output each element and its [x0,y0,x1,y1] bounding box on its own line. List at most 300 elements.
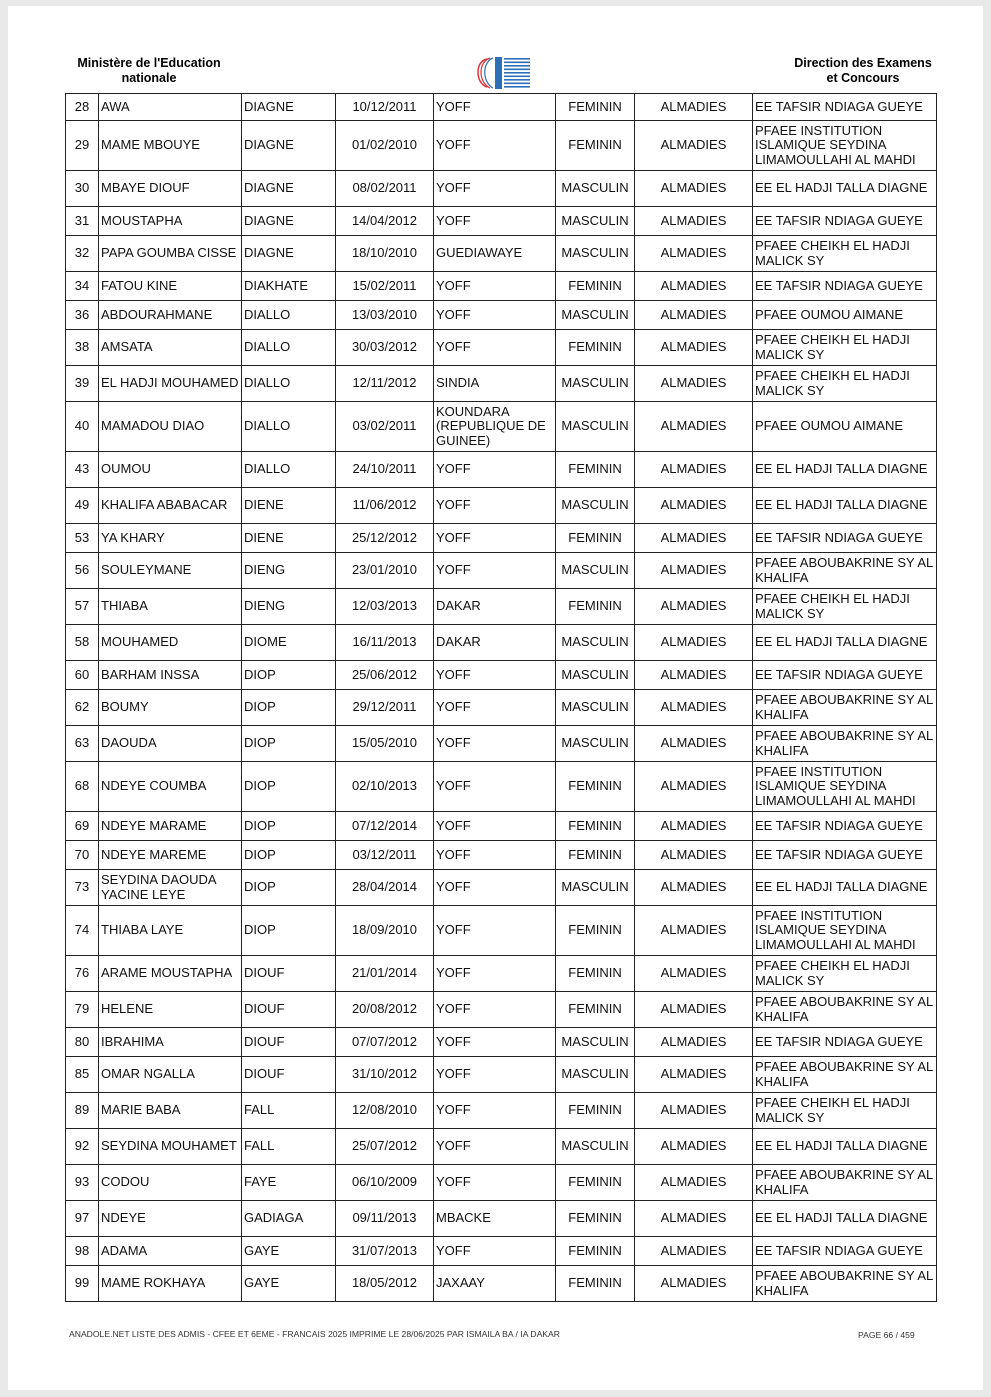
first-name-cell: DAOUDA [99,726,242,762]
row-number-cell: 53 [66,524,99,553]
school-cell: EE TAFSIR NDIAGA GUEYE [753,94,937,121]
birth-place-cell: YOFF [434,94,556,121]
footer-print-info: ANADOLE.NET LISTE DES ADMIS - CFEE ET 6EME - FRANCAIS 2025 IMPRIME LE 28/06/2025 PAR ISMAILA BA / IA DAKAR [69,1329,560,1339]
exam-center-cell: ALMADIES [635,272,753,301]
row-number-cell: 93 [66,1165,99,1201]
row-number-cell: 31 [66,207,99,236]
exam-center-cell: ALMADIES [635,366,753,402]
sex-cell: FEMININ [556,330,635,366]
table-row [66,589,937,625]
birth-place-cell: YOFF [434,870,556,906]
school-cell: EE EL HADJI TALLA DIAGNE [753,1201,937,1237]
direction-line-2: et Concours [826,71,900,85]
table-row [66,1129,937,1165]
birth-date-cell: 02/10/2013 [336,762,434,812]
birth-date-cell: 06/10/2009 [336,1165,434,1201]
first-name-cell: HELENE [99,992,242,1028]
first-name-cell: BOUMY [99,690,242,726]
first-name-cell: THIABA [99,589,242,625]
table-row [66,301,937,330]
birth-date-cell: 25/06/2012 [336,661,434,690]
first-name-cell: FATOU KINE [99,272,242,301]
last-name-cell: GADIAGA [242,1201,336,1237]
results-table [65,93,937,1302]
birth-date-cell: 11/06/2012 [336,488,434,524]
last-name-cell: DIAKHATE [242,272,336,301]
last-name-cell: GAYE [242,1266,336,1302]
school-cell: EE TAFSIR NDIAGA GUEYE [753,841,937,870]
birth-place-cell: DAKAR [434,589,556,625]
birth-date-cell: 21/01/2014 [336,956,434,992]
birth-place-cell: YOFF [434,1093,556,1129]
last-name-cell: DIENG [242,553,336,589]
school-cell: PFAEE CHEIKH EL HADJI MALICK SY [753,589,937,625]
exam-center-cell: ALMADIES [635,1165,753,1201]
birth-date-cell: 20/08/2012 [336,992,434,1028]
school-cell: PFAEE CHEIKH EL HADJI MALICK SY [753,236,937,272]
birth-place-cell: YOFF [434,1237,556,1266]
last-name-cell: DIAGNE [242,121,336,171]
row-number-cell: 89 [66,1093,99,1129]
first-name-cell: NDEYE MAREME [99,841,242,870]
ministry-header [64,56,234,86]
first-name-cell: ABDOURAHMANE [99,301,242,330]
birth-date-cell: 07/07/2012 [336,1028,434,1057]
row-number-cell: 85 [66,1057,99,1093]
first-name-cell: PAPA GOUMBA CISSE [99,236,242,272]
exam-center-cell: ALMADIES [635,524,753,553]
last-name-cell: DIALLO [242,330,336,366]
birth-place-cell: YOFF [434,812,556,841]
birth-place-cell: YOFF [434,1028,556,1057]
birth-date-cell: 18/09/2010 [336,906,434,956]
birth-date-cell: 12/08/2010 [336,1093,434,1129]
exam-center-cell: ALMADIES [635,1237,753,1266]
row-number-cell: 76 [66,956,99,992]
birth-date-cell: 30/03/2012 [336,330,434,366]
birth-date-cell: 28/04/2014 [336,870,434,906]
birth-date-cell: 08/02/2011 [336,171,434,207]
birth-place-cell: YOFF [434,272,556,301]
school-cell: EE TAFSIR NDIAGA GUEYE [753,524,937,553]
first-name-cell: ARAME MOUSTAPHA [99,956,242,992]
first-name-cell: EL HADJI MOUHAMED [99,366,242,402]
sex-cell: FEMININ [556,762,635,812]
exam-center-cell: ALMADIES [635,301,753,330]
table-row [66,956,937,992]
sex-cell: MASCULIN [556,301,635,330]
birth-date-cell: 25/07/2012 [336,1129,434,1165]
last-name-cell: DIOME [242,625,336,661]
exam-center-cell: ALMADIES [635,452,753,488]
table-row [66,524,937,553]
last-name-cell: DIOP [242,870,336,906]
last-name-cell: DIALLO [242,366,336,402]
table-row [66,207,937,236]
birth-date-cell: 31/10/2012 [336,1057,434,1093]
first-name-cell: ADAMA [99,1237,242,1266]
sex-cell: MASCULIN [556,236,635,272]
table-row [66,1201,937,1237]
row-number-cell: 69 [66,812,99,841]
sex-cell: MASCULIN [556,690,635,726]
exam-center-cell: ALMADIES [635,870,753,906]
birth-place-cell: YOFF [434,661,556,690]
first-name-cell: CODOU [99,1165,242,1201]
first-name-cell: OUMOU [99,452,242,488]
exam-center-cell: ALMADIES [635,589,753,625]
row-number-cell: 57 [66,589,99,625]
table-row [66,661,937,690]
sex-cell: FEMININ [556,94,635,121]
last-name-cell: DIENE [242,488,336,524]
direction-line-1: Direction des Examens [794,56,932,70]
exam-center-cell: ALMADIES [635,553,753,589]
school-cell: PFAEE INSTITUTION ISLAMIQUE SEYDINA LIMAMOULLAHI AL MAHDI [753,906,937,956]
birth-place-cell: YOFF [434,992,556,1028]
school-cell: PFAEE ABOUBAKRINE SY AL KHALIFA [753,1165,937,1201]
first-name-cell: OMAR NGALLA [99,1057,242,1093]
exam-center-cell: ALMADIES [635,207,753,236]
first-name-cell: SEYDINA MOUHAMET [99,1129,242,1165]
sex-cell: MASCULIN [556,661,635,690]
exam-center-cell: ALMADIES [635,402,753,452]
exam-center-cell: ALMADIES [635,726,753,762]
table-row [66,625,937,661]
birth-date-cell: 18/10/2010 [336,236,434,272]
table-row [66,272,937,301]
sex-cell: FEMININ [556,956,635,992]
last-name-cell: FALL [242,1129,336,1165]
birth-date-cell: 12/11/2012 [336,366,434,402]
exam-center-cell: ALMADIES [635,841,753,870]
direction-header [778,56,948,86]
table-row [66,366,937,402]
last-name-cell: FALL [242,1093,336,1129]
last-name-cell: FAYE [242,1165,336,1201]
exam-center-cell: ALMADIES [635,956,753,992]
sex-cell: MASCULIN [556,488,635,524]
ministry-line-1: Ministère de l'Education [77,56,221,70]
exam-center-cell: ALMADIES [635,1266,753,1302]
birth-place-cell: KOUNDARA (REPUBLIQUE DE GUINEE) [434,402,556,452]
table-row [66,171,937,207]
document-page [8,6,983,1390]
row-number-cell: 73 [66,870,99,906]
last-name-cell: DIALLO [242,452,336,488]
school-cell: EE TAFSIR NDIAGA GUEYE [753,1237,937,1266]
school-cell: EE EL HADJI TALLA DIAGNE [753,452,937,488]
table-row [66,236,937,272]
exam-center-cell: ALMADIES [635,992,753,1028]
birth-date-cell: 12/03/2013 [336,589,434,625]
birth-date-cell: 24/10/2011 [336,452,434,488]
row-number-cell: 98 [66,1237,99,1266]
first-name-cell: IBRAHIMA [99,1028,242,1057]
row-number-cell: 63 [66,726,99,762]
exam-center-cell: ALMADIES [635,121,753,171]
table-row [66,402,937,452]
school-cell: PFAEE ABOUBAKRINE SY AL KHALIFA [753,553,937,589]
last-name-cell: DIENE [242,524,336,553]
first-name-cell: BARHAM INSSA [99,661,242,690]
birth-place-cell: JAXAAY [434,1266,556,1302]
last-name-cell: GAYE [242,1237,336,1266]
exam-center-cell: ALMADIES [635,1028,753,1057]
sex-cell: FEMININ [556,589,635,625]
birth-date-cell: 13/03/2010 [336,301,434,330]
table-row [66,690,937,726]
exam-center-cell: ALMADIES [635,330,753,366]
table-row [66,553,937,589]
birth-place-cell: YOFF [434,690,556,726]
first-name-cell: SOULEYMANE [99,553,242,589]
exam-center-cell: ALMADIES [635,236,753,272]
last-name-cell: DIAGNE [242,236,336,272]
last-name-cell: DIOP [242,726,336,762]
last-name-cell: DIOP [242,841,336,870]
birth-date-cell: 18/05/2012 [336,1266,434,1302]
last-name-cell: DIOUF [242,1028,336,1057]
last-name-cell: DIOP [242,690,336,726]
exam-center-cell: ALMADIES [635,906,753,956]
school-cell: EE EL HADJI TALLA DIAGNE [753,171,937,207]
table-row [66,870,937,906]
first-name-cell: AMSATA [99,330,242,366]
exam-center-cell: ALMADIES [635,171,753,207]
sex-cell: FEMININ [556,524,635,553]
table-row [66,452,937,488]
birth-date-cell: 23/01/2010 [336,553,434,589]
birth-place-cell: YOFF [434,956,556,992]
table-row [66,1093,937,1129]
table-row [66,1237,937,1266]
row-number-cell: 70 [66,841,99,870]
last-name-cell: DIOUF [242,956,336,992]
sex-cell: MASCULIN [556,402,635,452]
birth-date-cell: 03/12/2011 [336,841,434,870]
row-number-cell: 29 [66,121,99,171]
exam-center-cell: ALMADIES [635,94,753,121]
birth-date-cell: 09/11/2013 [336,1201,434,1237]
row-number-cell: 62 [66,690,99,726]
last-name-cell: DIALLO [242,301,336,330]
exam-center-cell: ALMADIES [635,812,753,841]
row-number-cell: 30 [66,171,99,207]
birth-place-cell: YOFF [434,488,556,524]
last-name-cell: DIOP [242,906,336,956]
sex-cell: FEMININ [556,992,635,1028]
school-cell: PFAEE ABOUBAKRINE SY AL KHALIFA [753,690,937,726]
birth-place-cell: YOFF [434,841,556,870]
table-row [66,726,937,762]
row-number-cell: 43 [66,452,99,488]
table-row [66,992,937,1028]
birth-date-cell: 03/02/2011 [336,402,434,452]
birth-place-cell: YOFF [434,330,556,366]
sex-cell: MASCULIN [556,1057,635,1093]
row-number-cell: 74 [66,906,99,956]
school-cell: EE EL HADJI TALLA DIAGNE [753,488,937,524]
row-number-cell: 40 [66,402,99,452]
school-cell: PFAEE CHEIKH EL HADJI MALICK SY [753,956,937,992]
birth-place-cell: MBACKE [434,1201,556,1237]
birth-date-cell: 16/11/2013 [336,625,434,661]
birth-place-cell: YOFF [434,171,556,207]
birth-date-cell: 10/12/2011 [336,94,434,121]
exam-center-cell: ALMADIES [635,1057,753,1093]
sex-cell: MASCULIN [556,553,635,589]
sex-cell: FEMININ [556,1165,635,1201]
last-name-cell: DIENG [242,589,336,625]
table-row [66,488,937,524]
last-name-cell: DIOUF [242,1057,336,1093]
birth-date-cell: 01/02/2010 [336,121,434,171]
sex-cell: FEMININ [556,1093,635,1129]
exam-center-cell: ALMADIES [635,661,753,690]
birth-date-cell: 07/12/2014 [336,812,434,841]
row-number-cell: 92 [66,1129,99,1165]
school-cell: PFAEE CHEIKH EL HADJI MALICK SY [753,1093,937,1129]
sex-cell: MASCULIN [556,625,635,661]
first-name-cell: MAMADOU DIAO [99,402,242,452]
exam-center-cell: ALMADIES [635,488,753,524]
sex-cell: FEMININ [556,906,635,956]
school-cell: EE TAFSIR NDIAGA GUEYE [753,272,937,301]
sex-cell: MASCULIN [556,1129,635,1165]
school-cell: PFAEE ABOUBAKRINE SY AL KHALIFA [753,992,937,1028]
row-number-cell: 56 [66,553,99,589]
birth-place-cell: YOFF [434,1057,556,1093]
last-name-cell: DIOP [242,812,336,841]
row-number-cell: 97 [66,1201,99,1237]
sex-cell: MASCULIN [556,366,635,402]
last-name-cell: DIALLO [242,402,336,452]
page-number: PAGE 66 / 459 [858,1330,915,1340]
school-cell: EE EL HADJI TALLA DIAGNE [753,625,937,661]
table-row [66,841,937,870]
row-number-cell: 36 [66,301,99,330]
school-cell: PFAEE CHEIKH EL HADJI MALICK SY [753,366,937,402]
exam-center-cell: ALMADIES [635,1093,753,1129]
last-name-cell: DIOP [242,661,336,690]
birth-place-cell: YOFF [434,553,556,589]
school-cell: PFAEE ABOUBAKRINE SY AL KHALIFA [753,1057,937,1093]
table-row [66,94,937,121]
first-name-cell: MOUSTAPHA [99,207,242,236]
exam-center-cell: ALMADIES [635,1129,753,1165]
first-name-cell: MAME ROKHAYA [99,1266,242,1302]
sex-cell: FEMININ [556,452,635,488]
birth-date-cell: 31/07/2013 [336,1237,434,1266]
exam-center-cell: ALMADIES [635,1201,753,1237]
row-number-cell: 60 [66,661,99,690]
school-cell: EE EL HADJI TALLA DIAGNE [753,870,937,906]
ministry-line-2: nationale [121,71,177,85]
school-cell: PFAEE OUMOU AIMANE [753,301,937,330]
birth-place-cell: YOFF [434,121,556,171]
first-name-cell: MOUHAMED [99,625,242,661]
school-cell: PFAEE OUMOU AIMANE [753,402,937,452]
birth-date-cell: 29/12/2011 [336,690,434,726]
row-number-cell: 99 [66,1266,99,1302]
birth-place-cell: YOFF [434,726,556,762]
first-name-cell: NDEYE MARAME [99,812,242,841]
last-name-cell: DIAGNE [242,94,336,121]
row-number-cell: 38 [66,330,99,366]
birth-date-cell: 25/12/2012 [336,524,434,553]
first-name-cell: THIABA LAYE [99,906,242,956]
table-row [66,906,937,956]
birth-place-cell: YOFF [434,452,556,488]
birth-place-cell: GUEDIAWAYE [434,236,556,272]
exam-center-cell: ALMADIES [635,690,753,726]
sex-cell: FEMININ [556,812,635,841]
school-cell: EE TAFSIR NDIAGA GUEYE [753,661,937,690]
row-number-cell: 34 [66,272,99,301]
birth-place-cell: YOFF [434,1129,556,1165]
first-name-cell: MBAYE DIOUF [99,171,242,207]
last-name-cell: DIAGNE [242,171,336,207]
row-number-cell: 68 [66,762,99,812]
first-name-cell: MARIE BABA [99,1093,242,1129]
sex-cell: FEMININ [556,121,635,171]
school-cell: PFAEE ABOUBAKRINE SY AL KHALIFA [753,726,937,762]
birth-date-cell: 15/02/2011 [336,272,434,301]
birth-place-cell: YOFF [434,207,556,236]
row-number-cell: 28 [66,94,99,121]
row-number-cell: 80 [66,1028,99,1057]
school-cell: PFAEE INSTITUTION ISLAMIQUE SEYDINA LIMAMOULLAHI AL MAHDI [753,762,937,812]
first-name-cell: AWA [99,94,242,121]
exam-center-cell: ALMADIES [635,762,753,812]
first-name-cell: SEYDINA DAOUDA YACINE LEYE [99,870,242,906]
last-name-cell: DIOP [242,762,336,812]
sex-cell: MASCULIN [556,171,635,207]
sex-cell: FEMININ [556,272,635,301]
birth-date-cell: 14/04/2012 [336,207,434,236]
ministry-logo-icon [473,53,537,93]
sex-cell: FEMININ [556,1266,635,1302]
school-cell: EE EL HADJI TALLA DIAGNE [753,1129,937,1165]
school-cell: PFAEE CHEIKH EL HADJI MALICK SY [753,330,937,366]
birth-place-cell: SINDIA [434,366,556,402]
birth-place-cell: DAKAR [434,625,556,661]
row-number-cell: 58 [66,625,99,661]
table-row [66,1165,937,1201]
birth-place-cell: YOFF [434,762,556,812]
row-number-cell: 39 [66,366,99,402]
table-row [66,121,937,171]
table-row [66,1028,937,1057]
school-cell: PFAEE ABOUBAKRINE SY AL KHALIFA [753,1266,937,1302]
sex-cell: FEMININ [556,1237,635,1266]
sex-cell: FEMININ [556,1201,635,1237]
first-name-cell: NDEYE COUMBA [99,762,242,812]
last-name-cell: DIOUF [242,992,336,1028]
sex-cell: MASCULIN [556,870,635,906]
school-cell: PFAEE INSTITUTION ISLAMIQUE SEYDINA LIMAMOULLAHI AL MAHDI [753,121,937,171]
birth-place-cell: YOFF [434,524,556,553]
exam-center-cell: ALMADIES [635,625,753,661]
first-name-cell: NDEYE [99,1201,242,1237]
table-row [66,1057,937,1093]
row-number-cell: 79 [66,992,99,1028]
birth-place-cell: YOFF [434,906,556,956]
sex-cell: FEMININ [556,841,635,870]
school-cell: EE TAFSIR NDIAGA GUEYE [753,812,937,841]
sex-cell: MASCULIN [556,726,635,762]
